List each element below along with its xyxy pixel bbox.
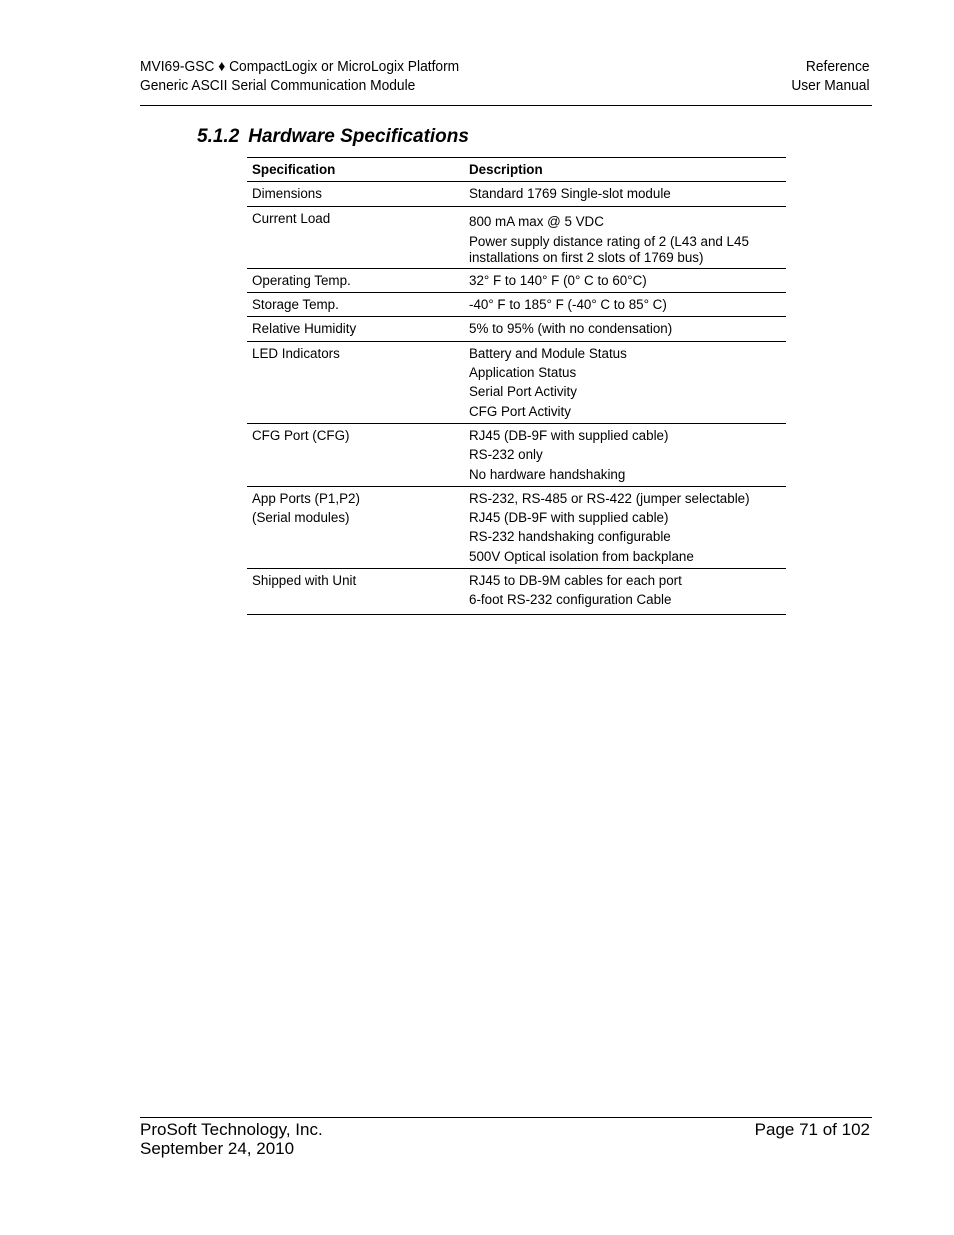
table-row: [247, 293, 786, 317]
footer-date: September 24, 2010: [140, 1139, 295, 1158]
header-divider: [140, 105, 872, 106]
table-row: [247, 317, 786, 341]
description-cell: 800 mA max @ 5 VDC Power supply distance rating of 2 (L43 and L45 installations on first 2 slots of 1769 bus): [464, 206, 786, 268]
description-cell: -40° F to 185° F (-40° C to 85° C): [464, 293, 786, 317]
footer-company: ProSoft Technology, Inc.: [140, 1120, 323, 1139]
page-number: Page 71 of 102: [754, 1120, 870, 1139]
header-section-label: Reference: [805, 58, 870, 75]
header-right: [791, 57, 869, 95]
spec-cell: Shipped with Unit: [247, 569, 464, 615]
description-cell: RJ45 to DB-9M cables for each port 6-foot RS-232 configuration Cable: [464, 569, 786, 615]
spec-cell: Dimensions: [247, 182, 464, 206]
header-module-title: Generic ASCII Serial Communication Module: [140, 77, 416, 94]
table-row: [247, 341, 786, 423]
table-row: [247, 268, 786, 292]
header-product-title: MVI69-GSC ♦ CompactLogix or MicroLogix Platform: [140, 58, 460, 75]
table-row: [247, 182, 786, 206]
description-cell: RS-232, RS-485 or RS-422 (jumper selectable) RJ45 (DB-9F with supplied cable) RS-232 handshaking configurable 500V Optical isolation from backplane: [464, 486, 786, 568]
table-row: [247, 569, 786, 615]
spec-cell: LED Indicators: [247, 341, 464, 423]
description-cell: Battery and Module Status Application Status Serial Port Activity CFG Port Activity: [464, 341, 786, 423]
footer-left: [140, 1120, 323, 1158]
footer-right: [755, 1120, 870, 1158]
spec-cell: CFG Port (CFG): [247, 423, 464, 486]
spec-cell: Storage Temp.: [247, 293, 464, 317]
table-row: [247, 206, 786, 268]
footer-divider: [140, 1117, 872, 1118]
column-header-specification: Specification: [247, 158, 464, 182]
page-header: [140, 57, 870, 95]
column-header-description: Description: [464, 158, 786, 182]
hardware-specifications-table: [247, 157, 786, 615]
section-heading: [197, 125, 469, 149]
spec-cell: App Ports (P1,P2) (Serial modules): [247, 486, 464, 568]
description-cell: Standard 1769 Single-slot module: [464, 182, 786, 206]
table-row: [247, 423, 786, 486]
section-title: Hardware Specifications: [248, 126, 469, 147]
header-doc-type: User Manual: [791, 77, 870, 94]
header-left: [140, 57, 459, 95]
description-cell: 32° F to 140° F (0° C to 60°C): [464, 268, 786, 292]
table-header-row: [247, 158, 786, 182]
description-cell: 5% to 95% (with no condensation): [464, 317, 786, 341]
spec-cell: Current Load: [247, 206, 464, 268]
description-cell: RJ45 (DB-9F with supplied cable) RS-232 only No hardware handshaking: [464, 423, 786, 486]
section-number: 5.1.2: [197, 126, 240, 147]
spec-cell: Relative Humidity: [247, 317, 464, 341]
spec-cell: Operating Temp.: [247, 268, 464, 292]
page-footer: [140, 1120, 870, 1158]
table-row: [247, 486, 786, 568]
